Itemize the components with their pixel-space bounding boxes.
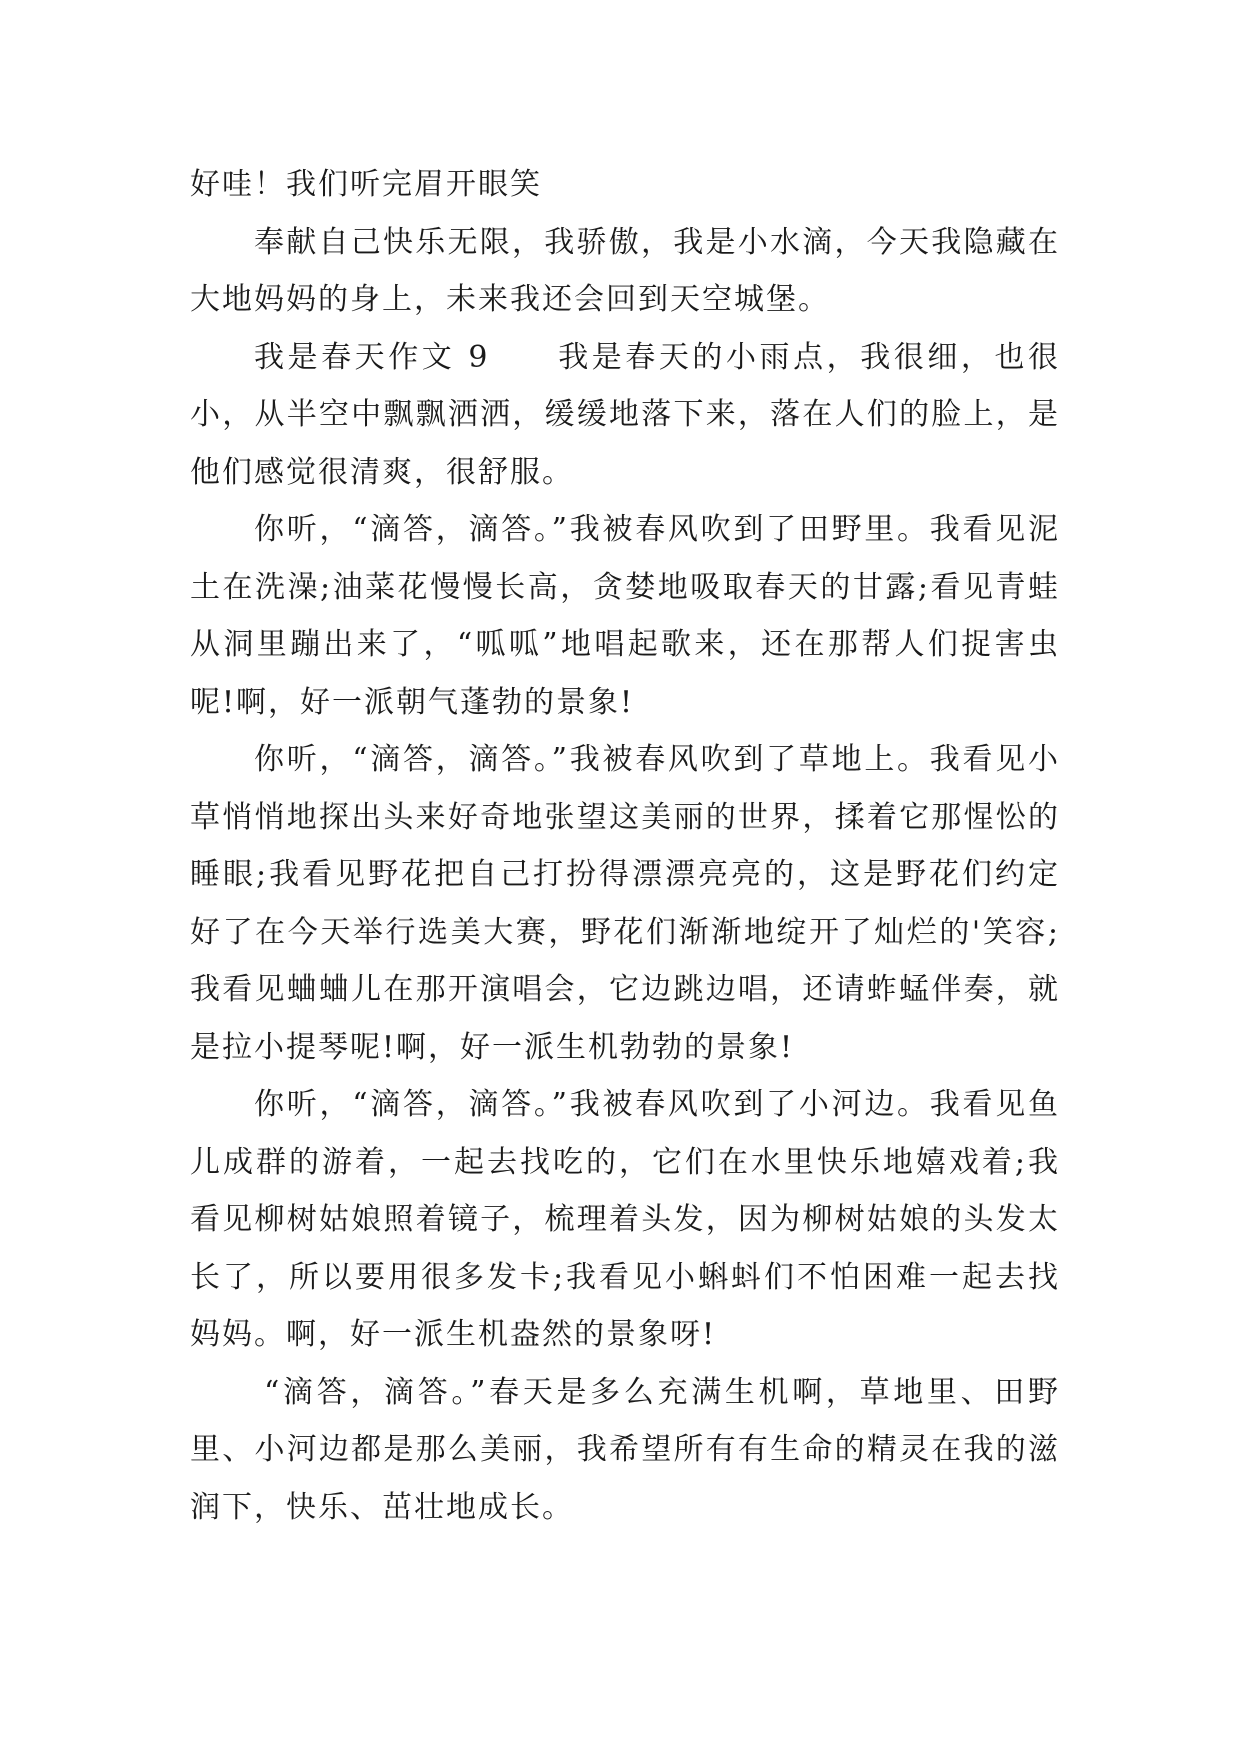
document-body bbox=[190, 156, 1060, 1536]
paragraph-riverside: 你听，“滴答，滴答。”我被春风吹到了小河边。我看见鱼儿成群的游着，一起去找吃的，它们在水里快乐地嬉戏着;我看见柳树姑娘照着镜子，梳理着头发，因为柳树姑娘的头发太长了，所以要用很多发卡;我看见小蝌蚪们不怕困难一起去找妈妈。啊，好一派生机盎然的景象呀! bbox=[190, 1087, 1060, 1352]
paragraph-conclusion: “滴答，滴答。”春天是多么充满生机啊，草地里、田野里、小河边都是那么美丽，我希望所有有生命的精灵在我的滋润下，快乐、茁壮地成长。 bbox=[190, 1374, 1060, 1525]
paragraph-fields: 你听，“滴答，滴答。”我被春风吹到了田野里。我看见泥土在洗澡;油菜花慢慢长高，贪婪地吸取春天的甘露;看见青蛙从洞里蹦出来了，“呱呱”地唱起歌来，还在那帮人们捉害虫呢!啊，好一派朝气蓬勃的景象! bbox=[190, 512, 1060, 720]
paragraph-continuation: 好哇！我们听完眉开眼笑 bbox=[190, 167, 542, 202]
paragraph-essay-9-intro: 我是春天作文 9 我是春天的小雨点，我很细，也很小，从半空中飘飘洒洒，缓缓地落下来，落在人们的脸上，是他们感觉很清爽，很舒服。 bbox=[190, 339, 1060, 490]
paragraph-water-drop: 奉献自己快乐无限，我骄傲，我是小水滴，今天我隐藏在大地妈妈的身上，未来我还会回到天空城堡。 bbox=[190, 224, 1060, 317]
paragraph-grassland: 你听，“滴答，滴答。”我被春风吹到了草地上。我看见小草悄悄地探出头来好奇地张望这美丽的世界，揉着它那惺忪的睡眼;我看见野花把自己打扮得漂漂亮亮的，这是野花们约定好了在今天举行选美大赛，野花们渐渐地绽开了灿烂的'笑容;我看见蛐蛐儿在那开演唱会，它边跳边唱，还请蚱蜢伴奏，就是拉小提琴呢!啊，好一派生机勃勃的景象! bbox=[190, 742, 1060, 1065]
